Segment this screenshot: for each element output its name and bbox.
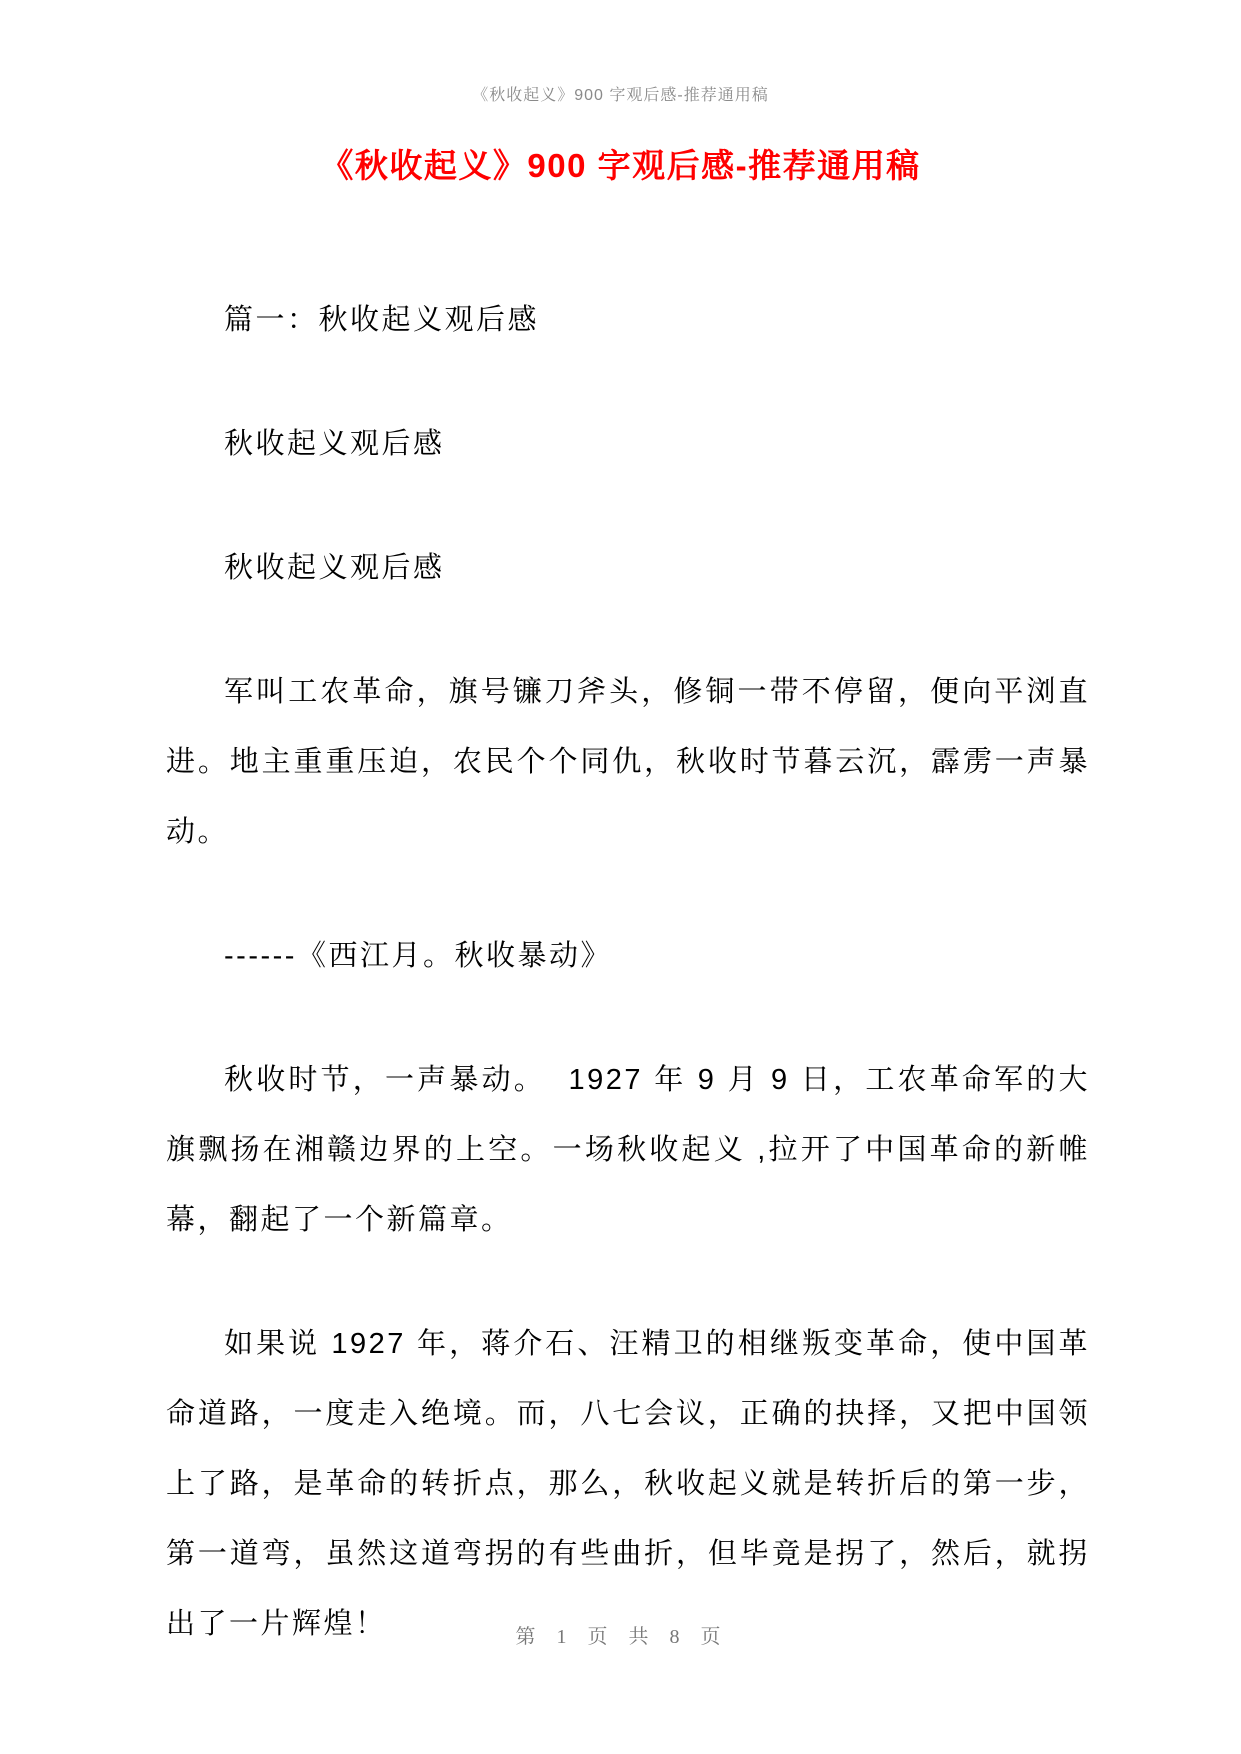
paragraph-subtitle-2: 秋收起义观后感 (224, 552, 445, 584)
paragraph-poem-source: ------《西江月。秋收暴动》 (224, 940, 612, 972)
page-number-footer: 第 1 页 共 8 页 (515, 1626, 726, 1648)
paragraph-body-2: 如果说 1927 年，蒋介石、汪精卫的相继叛变革命，使中国革命道路，一度走入绝境。而，八七会议，正确的抉择，又把中国领上了路，是革命的转折点，那么，秋收起义就是转折后的第一步，第一道弯，虽然这道弯拐的有些曲折，但毕竟是拐了，然后，就拐出了一片辉煌！ (166, 1328, 1090, 1640)
paragraph-subtitle-1: 秋收起义观后感 (224, 428, 445, 460)
paragraph-poem: 军叫工农革命，旗号镰刀斧头，修铜一带不停留，便向平浏直进。地主重重压迫，农民个个同仇，秋收时节暮云沉，霹雳一声暴动。 (166, 676, 1090, 848)
paragraph-heading-one: 篇一：秋收起义观后感 (224, 304, 540, 336)
running-header: 《秋收起义》900 字观后感-推荐通用稿 (472, 87, 769, 104)
document-body (166, 285, 1090, 1713)
paragraph-body-1: 秋收时节，一声暴动。 1927 年 9 月 9 日，工农革命军的大旗飘扬在湘赣边界的上空。一场秋收起义 ,拉开了中国革命的新帷幕，翻起了一个新篇章。 (166, 1064, 1090, 1236)
document-title: 《秋收起义》900 字观后感-推荐通用稿 (320, 147, 921, 184)
